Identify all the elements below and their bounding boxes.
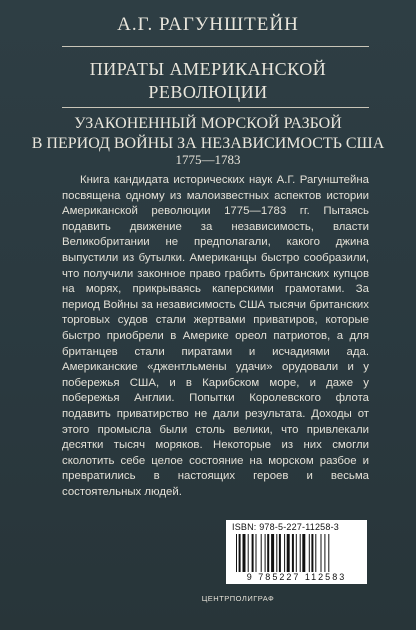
book-title: [0, 58, 416, 104]
title-line-2: РЕВОЛЮЦИИ: [148, 82, 268, 102]
subtitle-line-1: УЗАКОНЕННЫЙ МОРСКОЙ РАЗБОЙ: [74, 115, 342, 132]
divider-middle: [62, 107, 369, 108]
book-description: Книга кандидата исторических наук А.Г. Рагунштейна посвящена одному из малоизвестных аспектов истории Американской революции 1775—1783 гг. Пытаясь подавить движение за независимость, власти Великобритании не предполагали, какого джина выпустили из бутылки. Американцы быстро сообразили, что получили законное право грабить британских купцов на морях, прикрываясь каперскими грамотами. За период Войны за независимость США тысячи британских торговых судов стали жертвами приватиров, которые быстро приобрели в Америке ореол патриотов, а для британцев стали пиратами и исчадиями ада. Американские «джентльмены удачи» орудовали и у побережья США, и в Карибском море, и даже у побережья Англии. Попытки Королевского флота подавить приватирство не дали результата. Доходы от этого промысла были столь велики, что привлекали десятки тысяч моряков. Некоторые из них смогли сколотить себе целое состояние на морском разбое и превратились в настоящих героев и весьма состоятельных людей.: [62, 174, 369, 498]
barcode-label: [226, 520, 367, 584]
book-subtitle: [0, 114, 416, 154]
publisher-logo: ЦЕНТРПОЛИГРАФ: [201, 594, 275, 603]
divider-top: [62, 46, 369, 47]
isbn-text: ISBN: 978-5-227-11258-3: [232, 522, 339, 532]
barcode-digits: 9 785227 112583: [246, 572, 347, 582]
title-line-1: ПИРАТЫ АМЕРИКАНСКОЙ: [89, 59, 327, 79]
subtitle-line-2: В ПЕРИОД ВОЙНЫ ЗА НЕЗАВИСИМОСТЬ США: [31, 135, 385, 152]
years-range: 1775—1783: [175, 152, 241, 167]
author-name: А.Г. РАГУНШТЕЙН: [117, 14, 299, 35]
barcode-bars: [236, 534, 360, 572]
